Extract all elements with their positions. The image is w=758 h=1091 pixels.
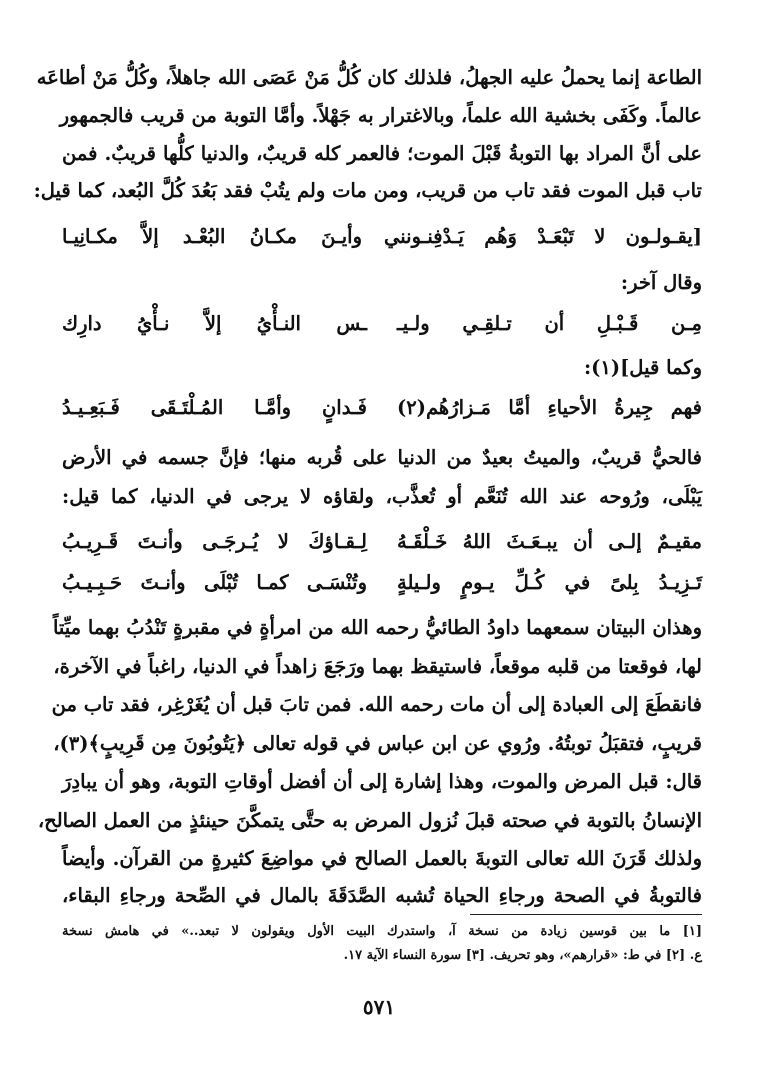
footnote-line: [١] ما بين قوسين زيادة من نسخة آ، واستدرك البيت الأول ويقولون لا تبعد..» في هامش نسخة [62, 924, 702, 939]
text-line: فانقطَعَ إلى العبادة إلى أن مات رحمه الله. فمن تابَ قبل أن يُغَرْغِر، فقد تاب من [51, 693, 702, 716]
text-line: قريبٍ، فتقبَلُ توبتُهُ. ورُوي عن ابن عباس في قوله تعالى ﴿يَتُوبُونَ مِن قَرِيبٍ﴾(٣)، [53, 732, 702, 755]
verse-first-hemistich: تَـزِيـدُ بِلىً في كُـلِّ يـومٍ ولـيلةٍ [397, 570, 702, 594]
verse-first-hemistich: فهم جِيرةُ الأحياءِ أمَّا مَـزارُهُم(٢) [397, 395, 702, 419]
verse-second-hemistich: وتُنْسَـى كمـا تُبْلَى وأنـتَ حَـبِـيـبُ [62, 570, 367, 594]
text-line: قال: قبل المرض والموت، وهذا إشارة إلى أن أفضل أوقاتِ التوبة، وهو أن يبادِرَ [62, 770, 702, 793]
text-line: فالحيُّ قريبٌ، والميتُ بعيدٌ من الدنيا على قُربه منها؛ فإنَّ جسمه في الأرض [62, 446, 702, 469]
text-line: ولذلك قَرَنَ الله تعالى التوبةَ بالعمل الصالح في مواضِعَ كثيرةٍ من القرآن. وأيضاً [62, 847, 702, 870]
verse [62, 306, 702, 340]
verse-first-hemistich: [يقـولـون لا تَبْعَـدْ وَهُم يَـدْفِنـونني [384, 224, 702, 248]
text-line: الطاعة إنما يحملُ عليه الجهلُ، فلذلك كان كُلُّ مَنْ عَصَى الله جاهلاً، وكُلُّ مَنْ أطاعَه [36, 66, 702, 89]
text-line: تاب قبل الموت فقد تاب من قريب، ومن مات ولم يتُبْ فقد بَعُدَ كُلَّ البُعد، كما قيل: [33, 179, 702, 202]
verse [62, 219, 702, 253]
verse-second-hemistich: فَـدانٍ وأمَّـا المُـلْتَـقَى فَـبَعِـيـدُ [62, 395, 367, 419]
verse-intro: وقال آخر: [620, 271, 702, 294]
text-line: الإنسانُ بالتوبة في صحته قبلَ نُزول المرض به حتَّى يتمكَّنَ حينئذٍ من العمل الصالح، [37, 809, 702, 832]
text-line: عالماً. وكَفَى بخشية الله علماً، وبالاغترار به جَهْلاً. وأمَّا التوبة من قريب فالجمهور [59, 104, 702, 127]
verse-second-hemistich: لِـقـاؤكَ لا يُـرجَـى وأنـتَ قَـرِيـبُ [62, 529, 367, 553]
verse-intro: وكما قيل](١): [583, 356, 702, 379]
verse [62, 565, 702, 599]
text-line: وهذان البيتان سمعهما داودُ الطائيُّ رحمه الله من امرأةٍ في مقبرةٍ تَنْدُبُ بهما ميِّتاً [52, 616, 702, 639]
verse [62, 390, 702, 424]
verse [62, 524, 702, 558]
verse-second-hemistich: ـس النـأْيُ إلاَّ نـأْيُ دارِك [62, 311, 367, 335]
verse-first-hemistich: مقيـمٌ إلـى أن يبـعَـثَ اللهُ خَـلْقَـهُ [397, 529, 702, 553]
page-number: ٥٧١ [362, 995, 396, 1019]
footnote-line: ع. [٢] في ط: «قرارهم»، وهو تحريف. [٣] سورة النساء الآية ١٧. [343, 948, 702, 963]
text-line: فالتوبةُ في الصحة ورجاءِ الحياة تُشبه الصَّدَقَةَ بالمال في الصِّحة ورجاءِ البقاء، [62, 884, 702, 907]
text-line: على أنَّ المراد بها التوبةُ قَبْلَ الموت؛ فالعمر كله قريبٌ، والدنيا كلُّها قريبٌ. فمن [62, 142, 702, 165]
text-line: لها، فوقعتا من قلبه موقعاً، فاستيقظ بهما ورَجَعَ زاهداً في الدنيا، راغباً في الآخرة، [53, 655, 702, 678]
footnote-divider [470, 914, 702, 915]
verse-first-hemistich: مِـن قَـبْـلِ أن تـلقِـي ولـيـ [397, 311, 702, 335]
text-line: يَبْلَى، ورُوحه عند الله تُنَعَّم أو تُعذَّب، ولقاؤه لا يرجى في الدنيا، كما قيل: [62, 485, 702, 508]
verse-second-hemistich: وأيـنَ مكـانُ البُعْـد إلاَّ مكـانِيـا [62, 224, 362, 248]
